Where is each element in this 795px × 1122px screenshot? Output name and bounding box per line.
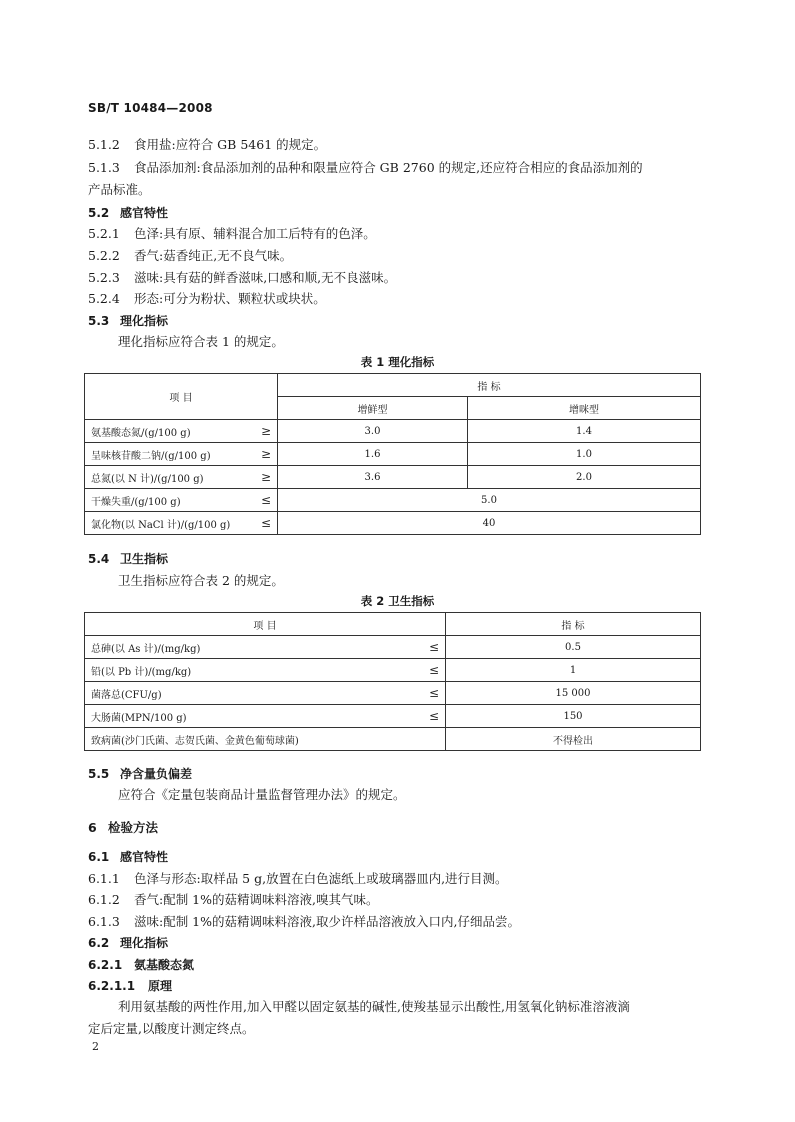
- table1-row-item: 总氮(以 N 计)/(g/100 g) ≥: [85, 466, 278, 489]
- table1-cell: 1.0: [468, 443, 701, 466]
- table1-cell: 1.6: [278, 443, 468, 466]
- table2-cell: 不得检出: [446, 728, 701, 751]
- table2-row-item: 总砷(以 As 计)/(mg/kg) ≤: [85, 636, 446, 659]
- document-id-header: SB/T 10484—2008: [88, 101, 213, 115]
- page-number: 2: [92, 1040, 99, 1053]
- table1-cell: 1.4: [468, 420, 701, 443]
- table1-header-index: 指 标: [278, 374, 701, 397]
- heading-6-2-1-1: 6.2.1.1 原理: [88, 979, 173, 993]
- table2-hygiene: [84, 612, 701, 751]
- clause-6-1-3: 6.1.3 滋味:配制 1%的菇精调味料溶液,取少许样品溶液放入口内,仔细品尝。: [88, 914, 520, 929]
- table-row: [85, 466, 701, 489]
- table1-cell: 3.0: [278, 420, 468, 443]
- table1-caption: 表 1 理化指标: [360, 355, 435, 369]
- heading-5-2: 5.2 感官特性: [88, 206, 169, 220]
- table1-cell: 40: [278, 512, 701, 535]
- table2-cell: 0.5: [446, 636, 701, 659]
- table2-row-item: 菌落总(CFU/g) ≤: [85, 682, 446, 705]
- clause-5-2-3: 5.2.3 滋味:具有菇的鲜香滋味,口感和顺,无不良滋味。: [88, 270, 397, 285]
- table1-header-type-a: 增鲜型: [278, 397, 468, 420]
- table1-header-item: 项 目: [85, 374, 278, 420]
- table-row: [85, 659, 701, 682]
- clause-6-2-1-1-text2: 定后定量,以酸度计测定终点。: [88, 1021, 255, 1036]
- table1-row-item: 呈味核苷酸二钠/(g/100 g) ≥: [85, 443, 278, 466]
- heading-6-2-1: 6.2.1 氨基酸态氮: [88, 958, 195, 972]
- table2-row-item: 大肠菌(MPN/100 g) ≤: [85, 705, 446, 728]
- clause-6-2-1-1-text1: 利用氨基酸的两性作用,加入甲醛以固定氨基的碱性,使羧基显示出酸性,用氢氧化钠标准溶液滴: [118, 999, 630, 1014]
- table1-row-item: 氨基酸态氮/(g/100 g) ≥: [85, 420, 278, 443]
- heading-6-1: 6.1 感官特性: [88, 850, 169, 864]
- table2-caption: 表 2 卫生指标: [360, 594, 435, 608]
- heading-6: 6 检验方法: [88, 820, 159, 835]
- table2-cell: 15 000: [446, 682, 701, 705]
- clause-5-1-2: 5.1.2 食用盐:应符合 GB 5461 的规定。: [88, 137, 327, 152]
- table2-header-item: 项 目: [85, 613, 446, 636]
- table-row: [85, 443, 701, 466]
- table-row: [85, 512, 701, 535]
- table-row: [85, 705, 701, 728]
- table2-cell: 150: [446, 705, 701, 728]
- clause-5-2-4: 5.2.4 形态:可分为粉状、颗粒状或块状。: [88, 291, 326, 306]
- table2-row-item: 铅(以 Pb 计)/(mg/kg) ≤: [85, 659, 446, 682]
- table-row: [85, 420, 701, 443]
- table2-row-item: 致病菌(沙门氏菌、志贺氏菌、金黄色葡萄球菌): [85, 728, 446, 751]
- clause-5-2-1: 5.2.1 色泽:具有原、辅料混合加工后特有的色泽。: [88, 226, 376, 241]
- table1-row-item: 干燥失重/(g/100 g) ≤: [85, 489, 278, 512]
- table2-header-index: 指 标: [446, 613, 701, 636]
- table1-row-item: 氯化物(以 NaCl 计)/(g/100 g) ≤: [85, 512, 278, 535]
- clause-5-5-text: 应符合《定量包装商品计量监督管理办法》的规定。: [118, 787, 406, 802]
- clause-5-2-2: 5.2.2 香气:菇香纯正,无不良气味。: [88, 248, 293, 263]
- heading-5-3: 5.3 理化指标: [88, 314, 169, 328]
- table1-physicochemical: [84, 373, 701, 535]
- clause-5-1-3-cont: 产品标准。: [88, 182, 151, 197]
- clause-6-1-2: 6.1.2 香气:配制 1%的菇精调味料溶液,嗅其气味。: [88, 892, 379, 907]
- table-row: [85, 636, 701, 659]
- table-row: [85, 728, 701, 751]
- heading-6-2: 6.2 理化指标: [88, 936, 169, 950]
- table1-cell: 3.6: [278, 466, 468, 489]
- clause-5-3-text: 理化指标应符合表 1 的规定。: [118, 334, 284, 349]
- table2-cell: 1: [446, 659, 701, 682]
- table1-cell: 2.0: [468, 466, 701, 489]
- clause-5-1-3: 5.1.3 食品添加剂:食品添加剂的品种和限量应符合 GB 2760 的规定,还应符合相应的食品添加剂的: [88, 160, 643, 175]
- clause-6-1-1: 6.1.1 色泽与形态:取样品 5 g,放置在白色滤纸上或玻璃器皿内,进行目测。: [88, 871, 508, 886]
- table-row: [85, 489, 701, 512]
- heading-5-4: 5.4 卫生指标: [88, 552, 169, 566]
- table1-cell: 5.0: [278, 489, 701, 512]
- clause-5-4-text: 卫生指标应符合表 2 的规定。: [118, 573, 284, 588]
- heading-5-5: 5.5 净含量负偏差: [88, 767, 193, 781]
- table1-header-type-b: 增咪型: [468, 397, 701, 420]
- table-row: [85, 682, 701, 705]
